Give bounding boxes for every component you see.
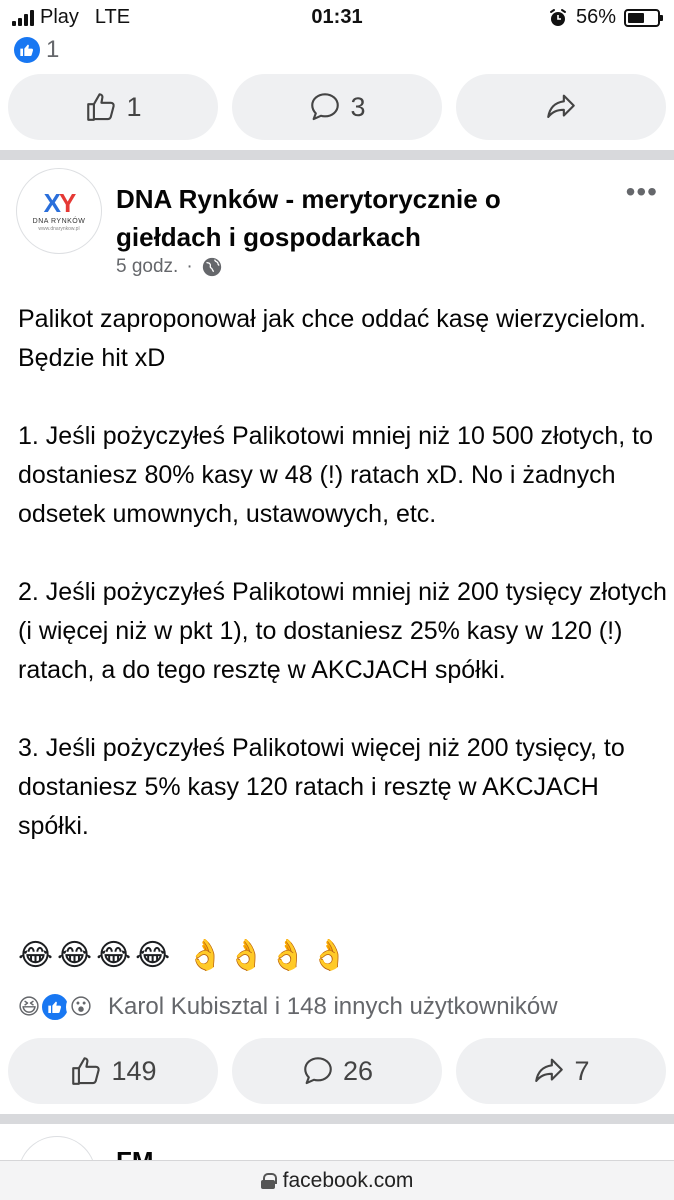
post-actions [8, 1038, 666, 1104]
previous-reaction-count: 1 [46, 36, 60, 63]
avatar-url: www.dnarynkow.pl [38, 226, 80, 232]
battery-percent: 56% [575, 6, 616, 28]
previous-like-button[interactable] [8, 74, 218, 140]
browser-url-bar[interactable] [0, 1160, 674, 1200]
avatar-name: DNA RYNKÓW [32, 218, 86, 225]
more-options-button[interactable]: ••• [625, 176, 658, 207]
page-name-link[interactable]: DNA Rynków - merytorycznie o giełdach i gospodarkach [116, 184, 501, 252]
post-paragraph: 3. Jeśli pożyczyłeś Palikotowi więcej niż 200 tysięcy, to dostaniesz 5% kasy 120 ratach i resztę w AKCJACH spółki. [18, 734, 625, 840]
share-button[interactable] [456, 1038, 666, 1104]
comment-icon [308, 90, 342, 124]
url-domain: facebook.com [282, 1168, 414, 1192]
reactions-summary[interactable] [14, 992, 558, 1022]
comment-count: 26 [342, 1055, 374, 1086]
thumbs-up-icon [69, 1054, 103, 1088]
alarm-icon [548, 8, 568, 28]
post-paragraph: 2. Jeśli pożyczyłeś Palikotowi mniej niż 200 tysięcy złotych (i więcej niż w pkt 1), to dostaniesz 25% kasy w 120 (!) ratach, a do tego resztę w AKCJACH spółki. [18, 578, 667, 684]
status-right [548, 6, 660, 29]
share-count: 7 [574, 1055, 590, 1086]
lock-icon [261, 1173, 275, 1189]
thumbs-up-icon [84, 90, 118, 124]
battery-icon [624, 9, 660, 27]
post-text [18, 300, 668, 846]
clock: 01:31 [311, 6, 363, 28]
share-icon [544, 90, 578, 124]
network-label: LTE [94, 6, 131, 28]
post-paragraph: Palikot zaproponował jak chce oddać kasę wierzycielom. Będzie hit xD [18, 305, 647, 372]
comment-icon [301, 1054, 335, 1088]
carrier-label: Play [40, 6, 79, 28]
haha-reaction-icon: 😆 [14, 992, 44, 1022]
avatar-logo: XY [43, 188, 75, 218]
previous-comment-count: 3 [350, 91, 366, 122]
previous-comment-button[interactable] [232, 74, 442, 140]
like-count: 149 [111, 1055, 157, 1086]
wow-reaction-icon: 😮 [66, 992, 96, 1022]
post-divider [0, 150, 674, 160]
comment-button[interactable] [232, 1038, 442, 1104]
previous-post-reactions[interactable] [14, 36, 59, 64]
meta-separator: · [186, 256, 193, 277]
post-meta [116, 256, 223, 278]
post-divider [0, 1114, 674, 1124]
post-paragraph: 1. Jeśli pożyczyłeś Palikotowi mniej niż 10 500 złotych, to dostaniesz 80% kasy w 48 (!) ratach xD. No i żadnych odsetek umownych, ustawowych, etc. [18, 422, 654, 528]
globe-icon [201, 256, 223, 278]
previous-share-button[interactable] [456, 74, 666, 140]
page-avatar[interactable] [16, 168, 102, 254]
status-bar [0, 0, 674, 38]
post-time[interactable]: 5 godz. [116, 256, 179, 277]
share-icon [532, 1054, 566, 1088]
like-button[interactable] [8, 1038, 218, 1104]
previous-post-actions [8, 74, 666, 140]
emoji-line: 😂😂😂😂 👌👌👌👌 [18, 939, 352, 972]
like-reaction-icon [14, 37, 40, 63]
reactions-text: Karol Kubisztal i 148 innych użytkowników [108, 993, 558, 1020]
previous-like-count: 1 [126, 91, 142, 122]
